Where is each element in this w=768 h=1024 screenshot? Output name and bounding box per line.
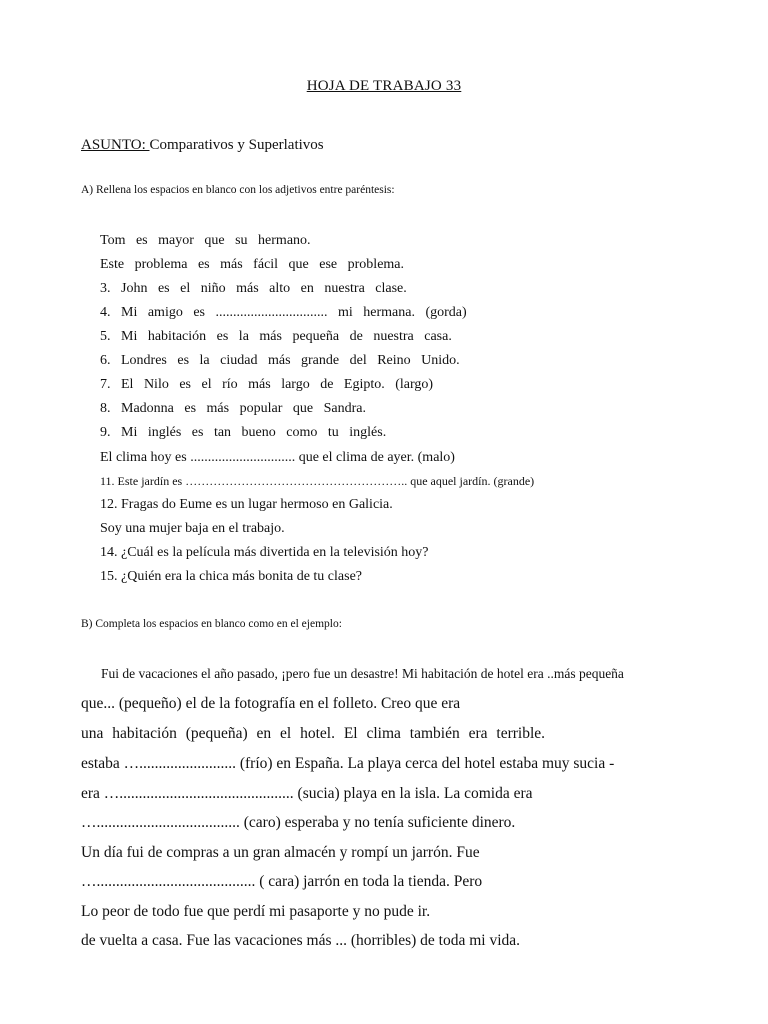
exercise-item: 8. Madonna es más popular que Sandra. bbox=[100, 401, 366, 416]
exercise-item: Soy una mujer baja en el trabajo. bbox=[100, 521, 285, 536]
exercise-item: Este problema es más fácil que ese problema. bbox=[100, 257, 405, 272]
section-a-instruction: A) Rellena los espacios en blanco con los adjetivos entre paréntesis: bbox=[81, 184, 395, 196]
exercise-item: 6. Londres es la ciudad más grande del Reino Unido. bbox=[100, 353, 460, 368]
subject-line bbox=[81, 137, 324, 154]
subject-label: ASUNTO: bbox=[81, 137, 150, 153]
exercise-item: 9. Mi inglés es tan bueno como tu inglés. bbox=[100, 425, 387, 440]
paragraph-line: de vuelta a casa. Fue las vacaciones más ... (horribles) de toda mi vida. bbox=[81, 932, 521, 949]
section-b-instruction: B) Completa los espacios en blanco como en el ejemplo: bbox=[81, 618, 342, 630]
subject-text: Comparativos y Superlativos bbox=[149, 137, 324, 153]
paragraph-line: Fui de vacaciones el año pasado, ¡pero fue un desastre! Mi habitación de hotel era ..más pequeña bbox=[101, 666, 624, 681]
paragraph-line: una habitación (pequeña) en el hotel. El clima también era terrible. bbox=[81, 725, 546, 742]
paragraph-line: era …............................................. (sucia) playa en la isla. La comida era bbox=[81, 785, 533, 802]
exercise-item: 4. Mi amigo es ................................ mi hermana. (gorda) bbox=[100, 305, 467, 320]
paragraph-line: Un día fui de compras a un gran almacén y rompí un jarrón. Fue bbox=[81, 844, 480, 861]
exercise-item: 7. El Nilo es el río más largo de Egipto. (largo) bbox=[100, 377, 434, 392]
paragraph-line: Lo peor de todo fue que perdí mi pasaporte y no pude ir. bbox=[81, 903, 431, 920]
paragraph-line: que... (pequeño) el de la fotografía en el folleto. Creo que era bbox=[81, 695, 461, 712]
paragraph-line: estaba …......................... (frío) en España. La playa cerca del hotel estaba muy sucia - bbox=[81, 755, 615, 772]
exercise-item: 15. ¿Quién era la chica más bonita de tu clase? bbox=[100, 569, 362, 584]
exercise-item: 3. John es el niño más alto en nuestra clase. bbox=[100, 281, 407, 296]
exercise-item: El clima hoy es .............................. que el clima de ayer. (malo) bbox=[100, 450, 455, 465]
exercise-item: 12. Fragas do Eume es un lugar hermoso en Galicia. bbox=[100, 497, 393, 512]
exercise-item: 14. ¿Cuál es la película más divertida en la televisión hoy? bbox=[100, 545, 429, 560]
exercise-item: 11. Este jardín es ……………………………………………….. que aquel jardín. (grande) bbox=[100, 474, 535, 488]
paragraph-line: …......................................... ( cara) jarrón en toda la tienda. Pero bbox=[81, 873, 483, 890]
exercise-item: 5. Mi habitación es la más pequeña de nuestra casa. bbox=[100, 329, 452, 344]
paragraph-line: …..................................... (caro) esperaba y no tenía suficiente dinero. bbox=[81, 814, 516, 831]
page-title: HOJA DE TRABAJO 33 bbox=[306, 78, 462, 94]
exercise-item: Tom es mayor que su hermano. bbox=[100, 233, 311, 248]
